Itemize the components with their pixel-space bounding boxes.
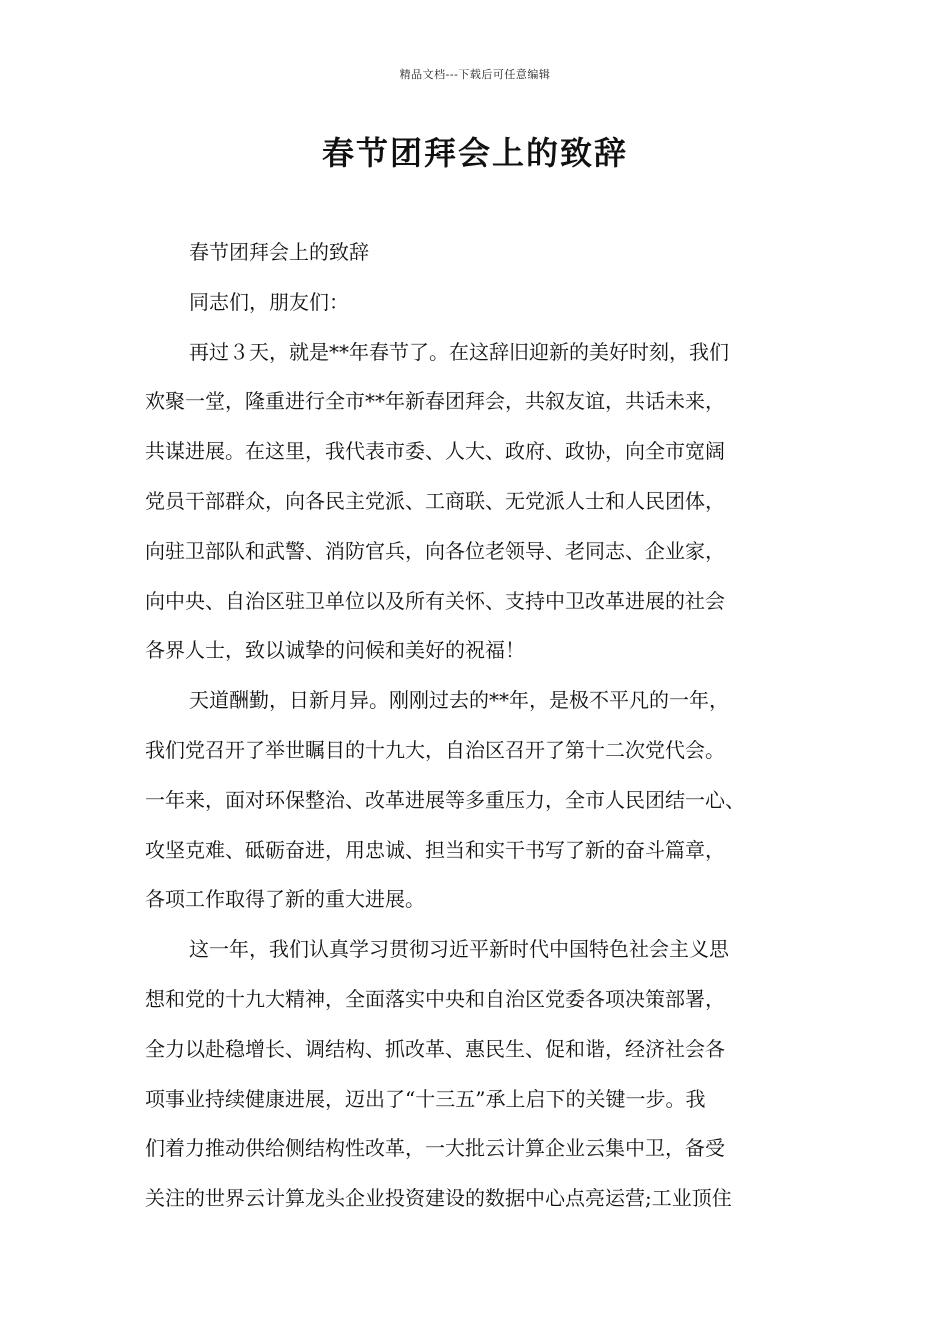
text-line: 欢聚一堂，隆重进行全市**年新春团拜会，共叙友谊，共话未来， xyxy=(145,389,725,414)
text-line: 项事业持续健康进展，迈出了“十三五”承上启下的关键一步。我 xyxy=(145,1086,706,1111)
text-line: 想和党的十九大精神，全面落实中央和自治区党委各项决策部署， xyxy=(145,986,725,1011)
header-note: 精品文档---下载后可任意编辑 xyxy=(399,68,551,81)
text-line: 各项工作取得了新的重大进展。 xyxy=(145,887,425,912)
text-line: 同志们，朋友们： xyxy=(189,289,349,314)
document-title: 春节团拜会上的致辞 xyxy=(321,134,628,172)
text-line: 各界人士，致以诚挚的问候和美好的祝福！ xyxy=(145,638,525,663)
text-line: 向驻卫部队和武警、消防官兵，向各位老领导、老同志、企业家， xyxy=(145,538,725,563)
text-line: 天道酬勤，日新月异。刚刚过去的**年，是极不平凡的一年， xyxy=(189,688,729,713)
text-line: 再过３天，就是**年春节了。在这辞旧迎新的美好时刻，我们 xyxy=(189,339,729,364)
text-line: 全力以赴稳增长、调结构、抓改革、惠民生、促和谐，经济社会各 xyxy=(145,1036,725,1061)
text-line: 我们党召开了举世瞩目的十九大，自治区召开了第十二次党代会。 xyxy=(145,737,725,762)
text-line: 一年来，面对环保整治、改革进展等多重压力，全市人民团结一心、 xyxy=(145,787,745,812)
text-line: 向中央、自治区驻卫单位以及所有关怀、支持中卫改革进展的社会 xyxy=(145,588,725,613)
document-body xyxy=(145,228,810,1224)
text-line: 这一年，我们认真学习贯彻习近平新时代中国特色社会主义思 xyxy=(189,937,729,962)
text-line: 攻坚克难、砥砺奋进，用忠诚、担当和实干书写了新的奋斗篇章， xyxy=(145,837,725,862)
text-line: 党员干部群众，向各民主党派、工商联、无党派人士和人民团体， xyxy=(145,488,725,513)
text-line: 关注的世界云计算龙头企业投资建设的数据中心点亮运营;工业顶住 xyxy=(145,1186,732,1211)
text-line: 共谋进展。在这里，我代表市委、人大、政府、政协，向全市宽阔 xyxy=(145,439,725,464)
text-line: 春节团拜会上的致辞 xyxy=(189,240,369,264)
text-line: 们着力推动供给侧结构性改革，一大批云计算企业云集中卫，备受 xyxy=(145,1136,725,1161)
